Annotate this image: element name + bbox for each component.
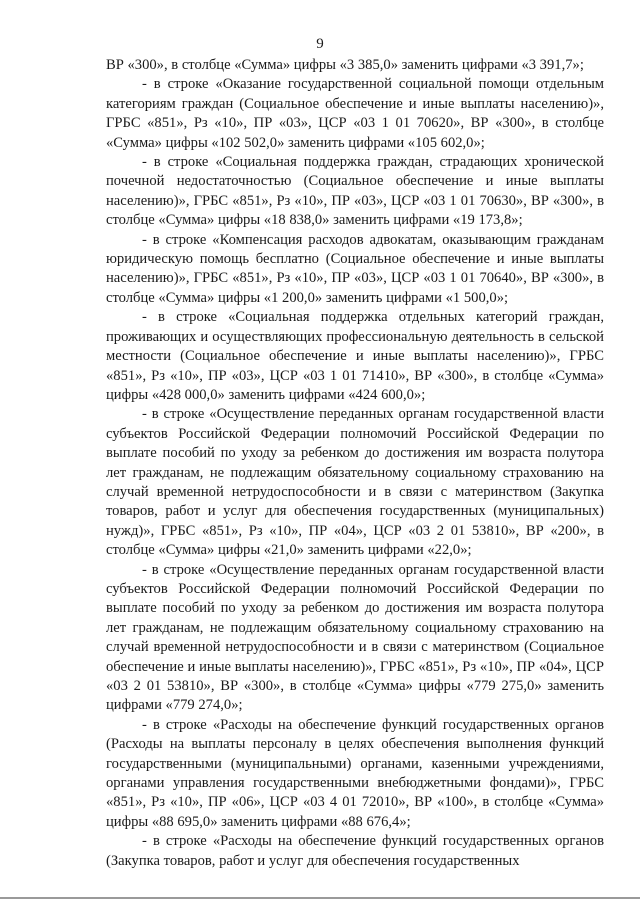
paragraph-continuation: ВР «300», в столбце «Сумма» цифры «3 385,0» заменить цифрами «3 391,7»; [106,57,584,73]
paragraph-item: - в строке «Осуществление переданных органам государственной власти субъектов Российской Федерации полномочий Российской Федерации по выплате пособий по уходу за ребенком до достижения им возраста полутора лет гражданам, не подлежащим обязательному социальному страхованию на случай временной нетрудоспособности и в связи с материнством (Закупка товаров, работ и услуг для обеспечения государственных (муниципальных) нужд)», ГРБС «851», Рз «10», ПР «04», ЦСР «03 2 01 53810», ВР «200», в столбце «Сумма» цифры «21,0» заменить цифрами «22,0»; [106,406,604,559]
paragraph-item: - в строке «Расходы на обеспечение функций государственных органов (Закупка товаров, работ и услуг для обеспечения государственных [106,833,604,869]
paragraph-item: - в строке «Оказание государственной социальной помощи отдельным категориям граждан (Социальное обеспечение и иные выплаты населению)», ГРБС «851», Рз «10», ПР «03», ЦСР «03 1 01 70620», ВР «300», в столбце «Сумма» цифры «102 502,0» заменить цифрами «105 602,0»; [106,76,604,151]
paragraph-item: - в строке «Осуществление переданных органам государственной власти субъектов Российской Федерации полномочий Российской Федерации по выплате пособий по уходу за ребенком до достижения им возраста полутора лет гражданам, не подлежащим обязательному социальному страхованию на случай временной нетрудоспособности и в связи с материнством (Социальное обеспечение и иные выплаты населению)», ГРБС «851», Рз «10», ПР «04», ЦСР «03 2 01 53810», ВР «300», в столбце «Сумма» цифры «779 275,0» заменить цифрами «779 274,0»; [106,561,604,714]
paragraph-item: - в строке «Социальная поддержка граждан, страдающих хронической почечной недостаточностью (Социальное обеспечение и иные выплаты населению)», ГРБС «851», Рз «10», ПР «03», ЦСР «03 1 01 70630», ВР «300», в столбце «Сумма» цифры «18 838,0» заменить цифрами «19 173,8»; [106,154,604,229]
page-number: 9 [316,36,324,52]
paragraph-item: - в строке «Компенсация расходов адвокатам, оказывающим гражданам юридическую помощь бесплатно (Социальное обеспечение и иные выплаты населению)», ГРБС «851», Рз «10», ПР «03», ЦСР «03 1 01 70640», ВР «300», в столбце «Сумма» цифры «1 200,0» заменить цифрами «1 500,0»; [106,231,604,306]
scan-edge-line [0,897,640,899]
paragraph-item: - в строке «Социальная поддержка отдельных категорий граждан, проживающих и осуществляющих профессиональную деятельность в сельской местности (Социальное обеспечение и иные выплаты населению)», ГРБС «851», Рз «10», ПР «03», ЦСР «03 1 01 71410», ВР «300», в столбце «Сумма» цифры «428 000,0» заменить цифрами «424 600,0»; [106,309,604,403]
paragraph-item: - в строке «Расходы на обеспечение функций государственных органов (Расходы на выплаты персоналу в целях обеспечения выполнения функций государственными (муниципальными) органами, казенными учреждениями, органами управления государственными внебюджетными фондами)», ГРБС «851», Рз «10», ПР «06», ЦСР «03 4 01 72010», ВР «100», в столбце «Сумма» цифры «88 695,0» заменить цифрами «88 676,4»; [106,716,604,830]
document-body [106,56,604,871]
